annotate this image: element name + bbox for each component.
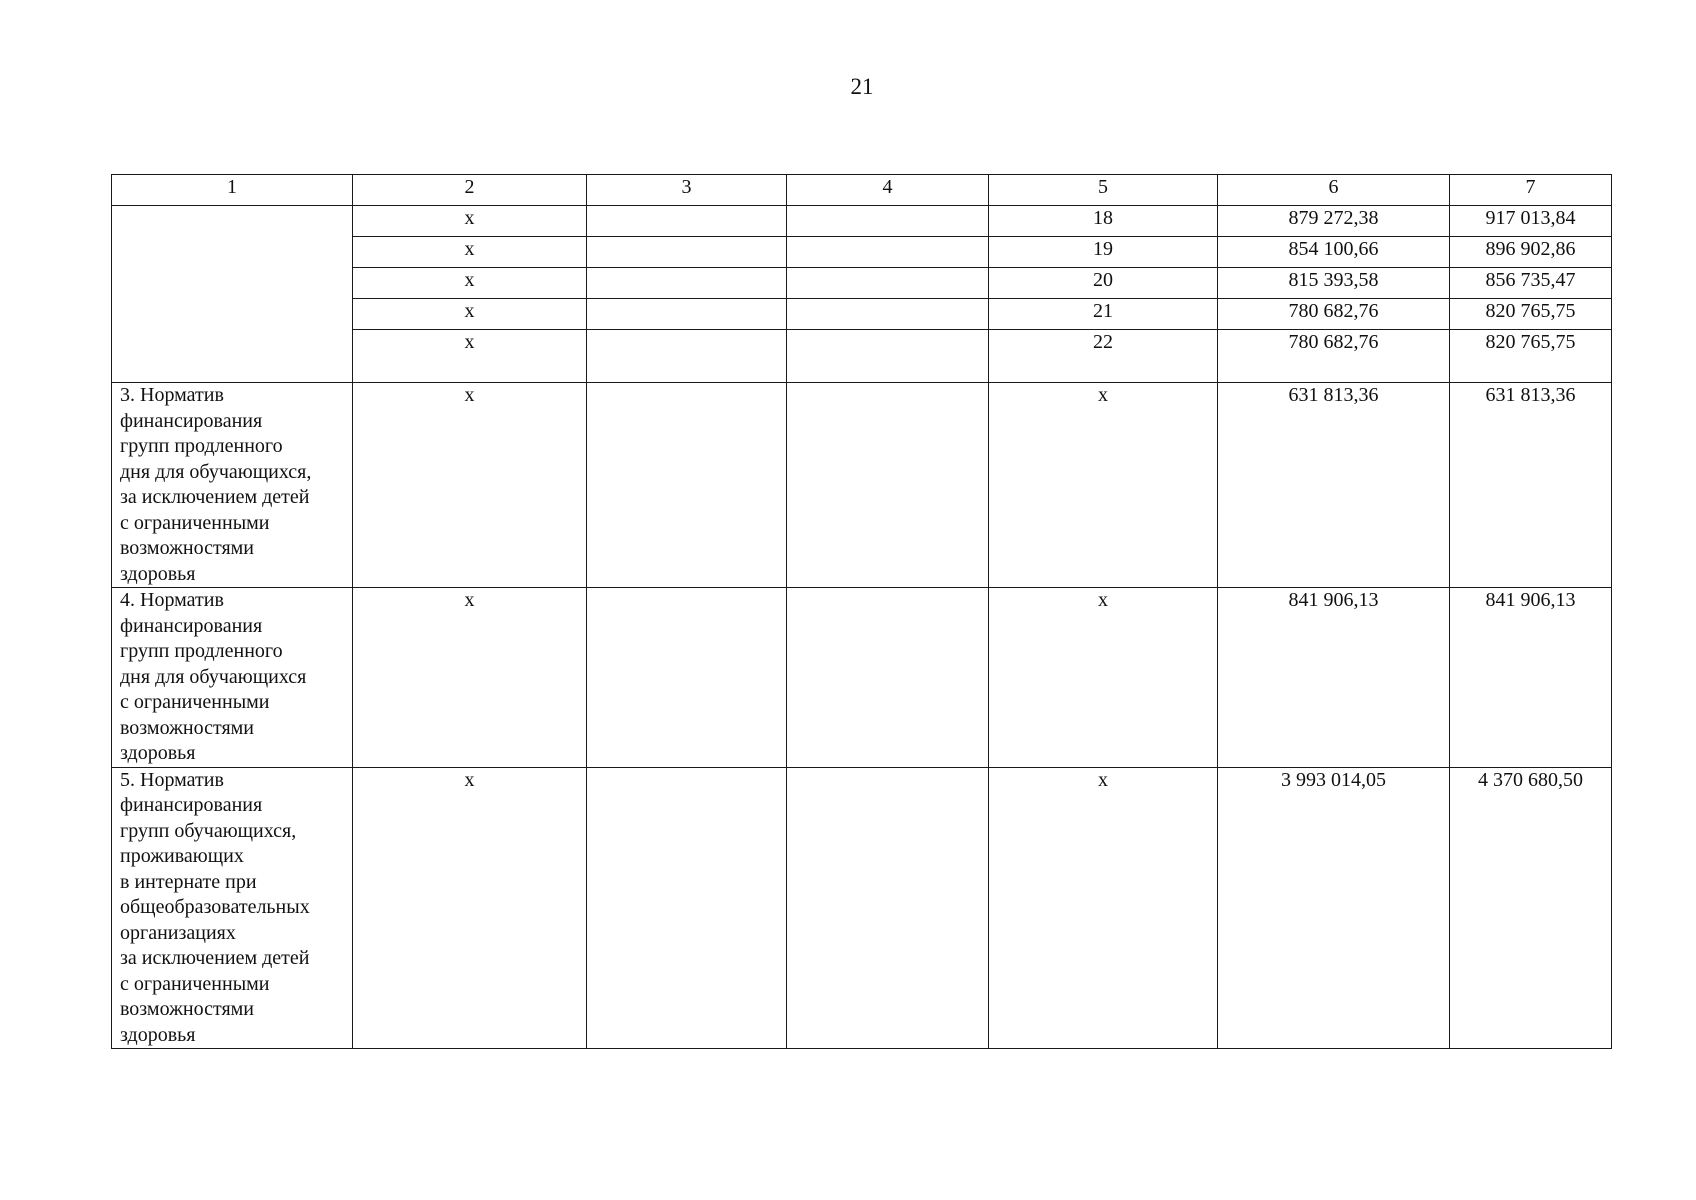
table-cell: 21 <box>989 299 1218 330</box>
table-cell: 4 370 680,50 <box>1450 767 1612 1049</box>
table-cell: 879 272,38 <box>1218 206 1450 237</box>
column-header-2: 2 <box>353 175 587 206</box>
table-cell: 780 682,76 <box>1218 299 1450 330</box>
table-cell: x <box>353 299 587 330</box>
table-cell: x <box>989 383 1218 588</box>
table-cell <box>787 330 989 383</box>
table-cell: 22 <box>989 330 1218 383</box>
table-cell: x <box>353 237 587 268</box>
financing-table <box>111 174 1612 1049</box>
table-cell: x <box>989 767 1218 1049</box>
table-cell <box>587 237 787 268</box>
table-cell <box>587 268 787 299</box>
table-cell <box>787 268 989 299</box>
table-cell: 631 813,36 <box>1218 383 1450 588</box>
row-label: 3. Норматив финансирования групп продленного дня для обучающихся, за исключением детей с ограниченными возможностями здоровья <box>112 383 353 588</box>
table-cell: 856 735,47 <box>1450 268 1612 299</box>
column-header-7: 7 <box>1450 175 1612 206</box>
table-cell: 18 <box>989 206 1218 237</box>
table-cell <box>787 206 989 237</box>
table-cell: 19 <box>989 237 1218 268</box>
column-header-3: 3 <box>587 175 787 206</box>
table-cell: x <box>353 268 587 299</box>
table-cell: 896 902,86 <box>1450 237 1612 268</box>
table-row <box>112 206 1612 237</box>
table-cell <box>787 237 989 268</box>
column-number-row <box>112 175 1612 206</box>
table-cell <box>587 299 787 330</box>
table-cell <box>587 767 787 1049</box>
table-cell: x <box>353 330 587 383</box>
table-cell <box>587 383 787 588</box>
table-row <box>112 383 1612 588</box>
table-cell: 820 765,75 <box>1450 299 1612 330</box>
table-cell: 841 906,13 <box>1450 588 1612 768</box>
column-header-1: 1 <box>112 175 353 206</box>
table-cell: 780 682,76 <box>1218 330 1450 383</box>
table-cell <box>787 299 989 330</box>
row-label: 4. Норматив финансирования групп продленного дня для обучающихся с ограниченными возможностями здоровья <box>112 588 353 768</box>
table-cell <box>587 206 787 237</box>
table-cell: 631 813,36 <box>1450 383 1612 588</box>
table-cell <box>587 588 787 768</box>
column-header-6: 6 <box>1218 175 1450 206</box>
table-cell: 917 013,84 <box>1450 206 1612 237</box>
table-cell <box>787 383 989 588</box>
table-cell <box>787 767 989 1049</box>
page-number: 21 <box>850 74 874 99</box>
table-cell: 815 393,58 <box>1218 268 1450 299</box>
table-cell: 820 765,75 <box>1450 330 1612 383</box>
table-cell: x <box>989 588 1218 768</box>
table-cell <box>587 330 787 383</box>
merged-label-cell <box>112 206 353 383</box>
table-cell: 841 906,13 <box>1218 588 1450 768</box>
table-cell: x <box>353 767 587 1049</box>
table-cell: x <box>353 206 587 237</box>
table-row <box>112 767 1612 1049</box>
row-label: 5. Норматив финансирования групп обучающихся, проживающих в интернате при общеобразовательных организациях за исключением детей с ограниченными возможностями здоровья <box>112 767 353 1049</box>
column-header-5: 5 <box>989 175 1218 206</box>
table-row <box>112 588 1612 768</box>
table-cell: x <box>353 588 587 768</box>
table-cell: 3 993 014,05 <box>1218 767 1450 1049</box>
table-cell: 20 <box>989 268 1218 299</box>
table-cell: 854 100,66 <box>1218 237 1450 268</box>
table-cell: x <box>353 383 587 588</box>
table-cell <box>787 588 989 768</box>
column-header-4: 4 <box>787 175 989 206</box>
